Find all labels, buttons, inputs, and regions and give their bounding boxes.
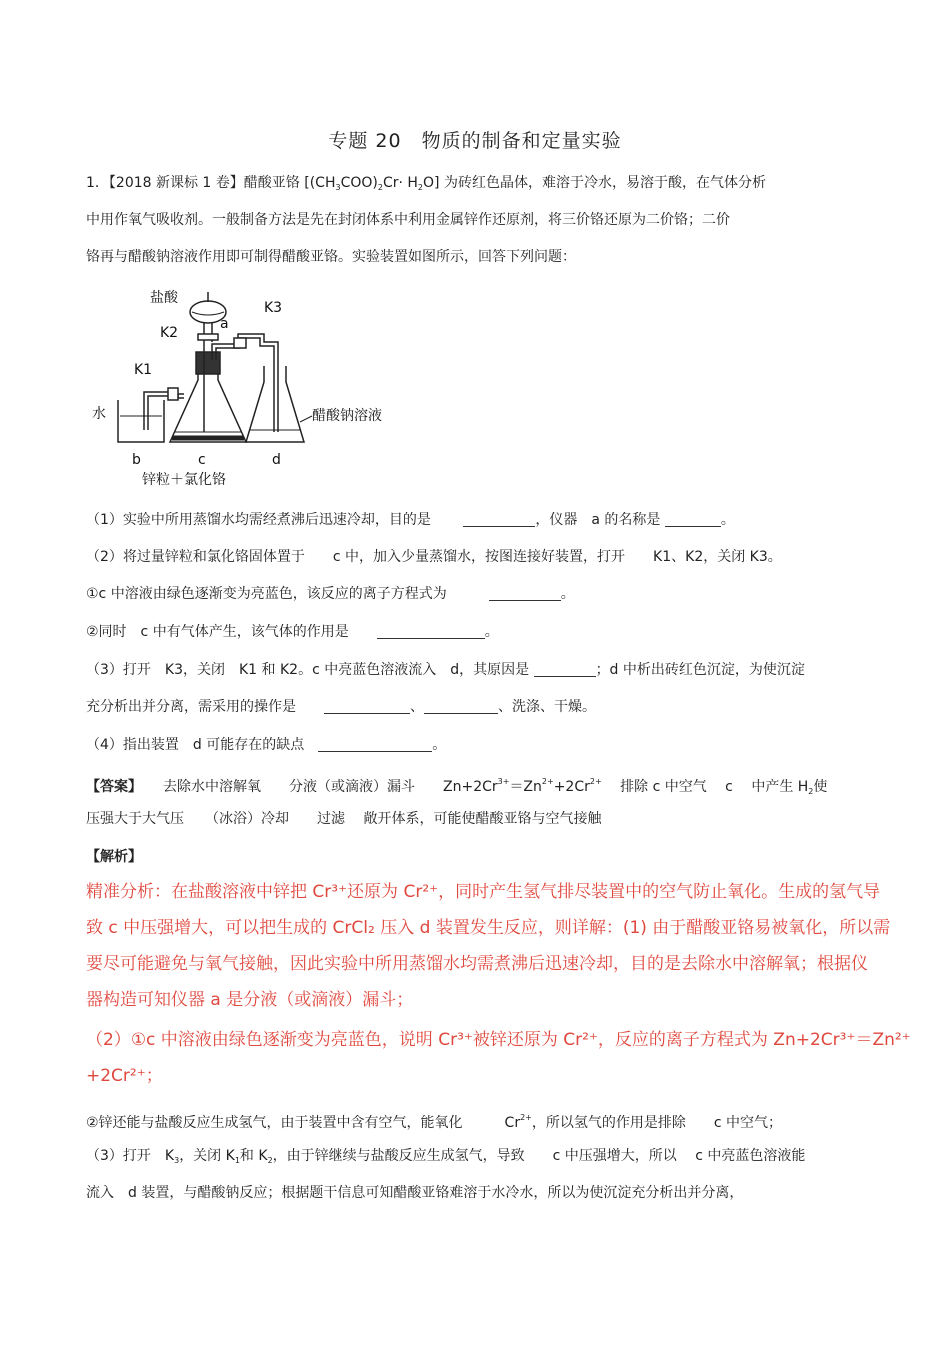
label-k2: K2 bbox=[160, 325, 179, 341]
question-1-intro: 1．【2018 新课标 1 卷】醋酸亚铬 $[(CH_3COO)_2Cr\cdot H_2O]$ 为砖红色晶体，难溶于冷水，易溶于酸，在气体分析 bbox=[86, 175, 766, 192]
sub-question-3: （3）打开 K3，关闭 K1 和 K2。c 中亮蓝色溶液流入 d，其原因是 ；d 中析出砖红色沉淀，为使沉淀 bbox=[86, 662, 805, 678]
label-c: c bbox=[198, 452, 206, 468]
answer-blank bbox=[463, 512, 535, 527]
sub-question-4: （4）指出装置 d 可能存在的缺点 。 bbox=[86, 737, 447, 753]
sub-question-1: （1）实验中所用蒸馏水均需经煮沸后迅速冷却，目的是 ，仪器 a 的名称是 。 bbox=[86, 512, 735, 528]
label-b: b bbox=[132, 452, 141, 468]
answer-blank bbox=[424, 699, 498, 714]
label-water: 水 bbox=[92, 406, 106, 422]
sub-question-3-line2: 充分析出并分离，需采用的操作是 、 、洗涤、干燥。 bbox=[86, 699, 596, 715]
analysis-red-line: （2）①c 中溶液由绿色逐渐变为亮蓝色，说明 Cr³⁺被锌还原为 Cr²⁺，反应的离子方程式为 Zn+2Cr³⁺＝Zn²⁺ bbox=[86, 1030, 911, 1050]
analysis-line-4: 流入 d 装置，与醋酸钠反应；根据题干信息可知醋酸亚铬难溶于水冷水，所以为使沉淀充分析出并分离， bbox=[86, 1185, 744, 1201]
answer-blank bbox=[324, 699, 410, 714]
analysis-label: 【解析】 bbox=[86, 849, 142, 865]
analysis-line-3: （3）打开 $K_3$，关闭 $K_1$和 $K_2$，由于锌继续与盐酸反应生成氢气，导致 c 中压强增大，所以 c 中亮蓝色溶液能 bbox=[86, 1148, 806, 1165]
page-title: 专题 20 物质的制备和定量实验 bbox=[328, 130, 622, 152]
analysis-line-2-2: ②锌还能与盐酸反应生成氢气，由于装置中含有空气，能氧化 $Cr^{2+}$，所以氢气的作用是排除 c 中空气； bbox=[86, 1113, 783, 1131]
question-1-intro-line3: 铬再与醋酸钠溶液作用即可制得醋酸亚铬。实验装置如图所示，回答下列问题： bbox=[86, 249, 576, 265]
answer-line-1: 【答案】 去除水中溶解氧 分液（或滴液）漏斗 $Zn+2Cr^{3+}=Zn^{2+}+2Cr^{2+}$ 排除 c 中空气 c 中产生 $H_2$使 bbox=[86, 777, 828, 796]
analysis-red-line: +2Cr²⁺； bbox=[86, 1066, 163, 1086]
answer-blank bbox=[489, 586, 561, 601]
label-k1: K1 bbox=[134, 362, 153, 378]
sub-question-2-1: ①c 中溶液由绿色逐渐变为亮蓝色，该反应的离子方程式为 。 bbox=[86, 586, 575, 602]
answer-blank bbox=[377, 624, 485, 639]
sub-question-2: （2）将过量锌粒和氯化铬固体置于 c 中，加入少量蒸馏水，按图连接好装置，打开 K1、K2，关闭 K3。 bbox=[86, 549, 782, 565]
sub-question-2-2: ②同时 c 中有气体产生，该气体的作用是 。 bbox=[86, 624, 499, 640]
answer-line-2: 压强大于大气压 （冰浴）冷却 过滤 敞开体系，可能使醋酸亚铬与空气接触 bbox=[86, 811, 602, 827]
label-hcl: 盐酸 bbox=[150, 290, 178, 306]
analysis-red-line: 精准分析：在盐酸溶液中锌把 Cr³⁺还原为 Cr²⁺，同时产生氢气排尽装置中的空气防止氧化。生成的氢气导 bbox=[86, 882, 881, 902]
label-d: d bbox=[272, 452, 281, 468]
answer-blank bbox=[318, 737, 432, 752]
apparatus-diagram bbox=[88, 282, 408, 494]
analysis-red-line: 要尽可能避免与氧气接触，因此实验中所用蒸馏水均需煮沸后迅速冷却，目的是去除水中溶解氧；根据仪 bbox=[86, 954, 868, 974]
analysis-red-line: 致 c 中压强增大，可以把生成的 CrCl₂ 压入 d 装置发生反应，则详解：(1) 由于醋酸亚铬易被氧化，所以需 bbox=[86, 918, 891, 938]
analysis-red-line: 器构造可知仪器 a 是分液（或滴液）漏斗； bbox=[86, 990, 414, 1010]
label-a: a bbox=[220, 316, 229, 332]
label-solution: 醋酸钠溶液 bbox=[312, 408, 382, 424]
label-zn-crcl3: 锌粒＋氯化铬 bbox=[142, 472, 226, 488]
label-k3: K3 bbox=[264, 300, 283, 316]
answer-blank bbox=[665, 512, 721, 527]
answer-blank bbox=[534, 662, 596, 677]
question-1-intro-line2: 中用作氧气吸收剂。一般制备方法是先在封闭体系中利用金属锌作还原剂，将三价铬还原为二价铬；二价 bbox=[86, 212, 730, 228]
